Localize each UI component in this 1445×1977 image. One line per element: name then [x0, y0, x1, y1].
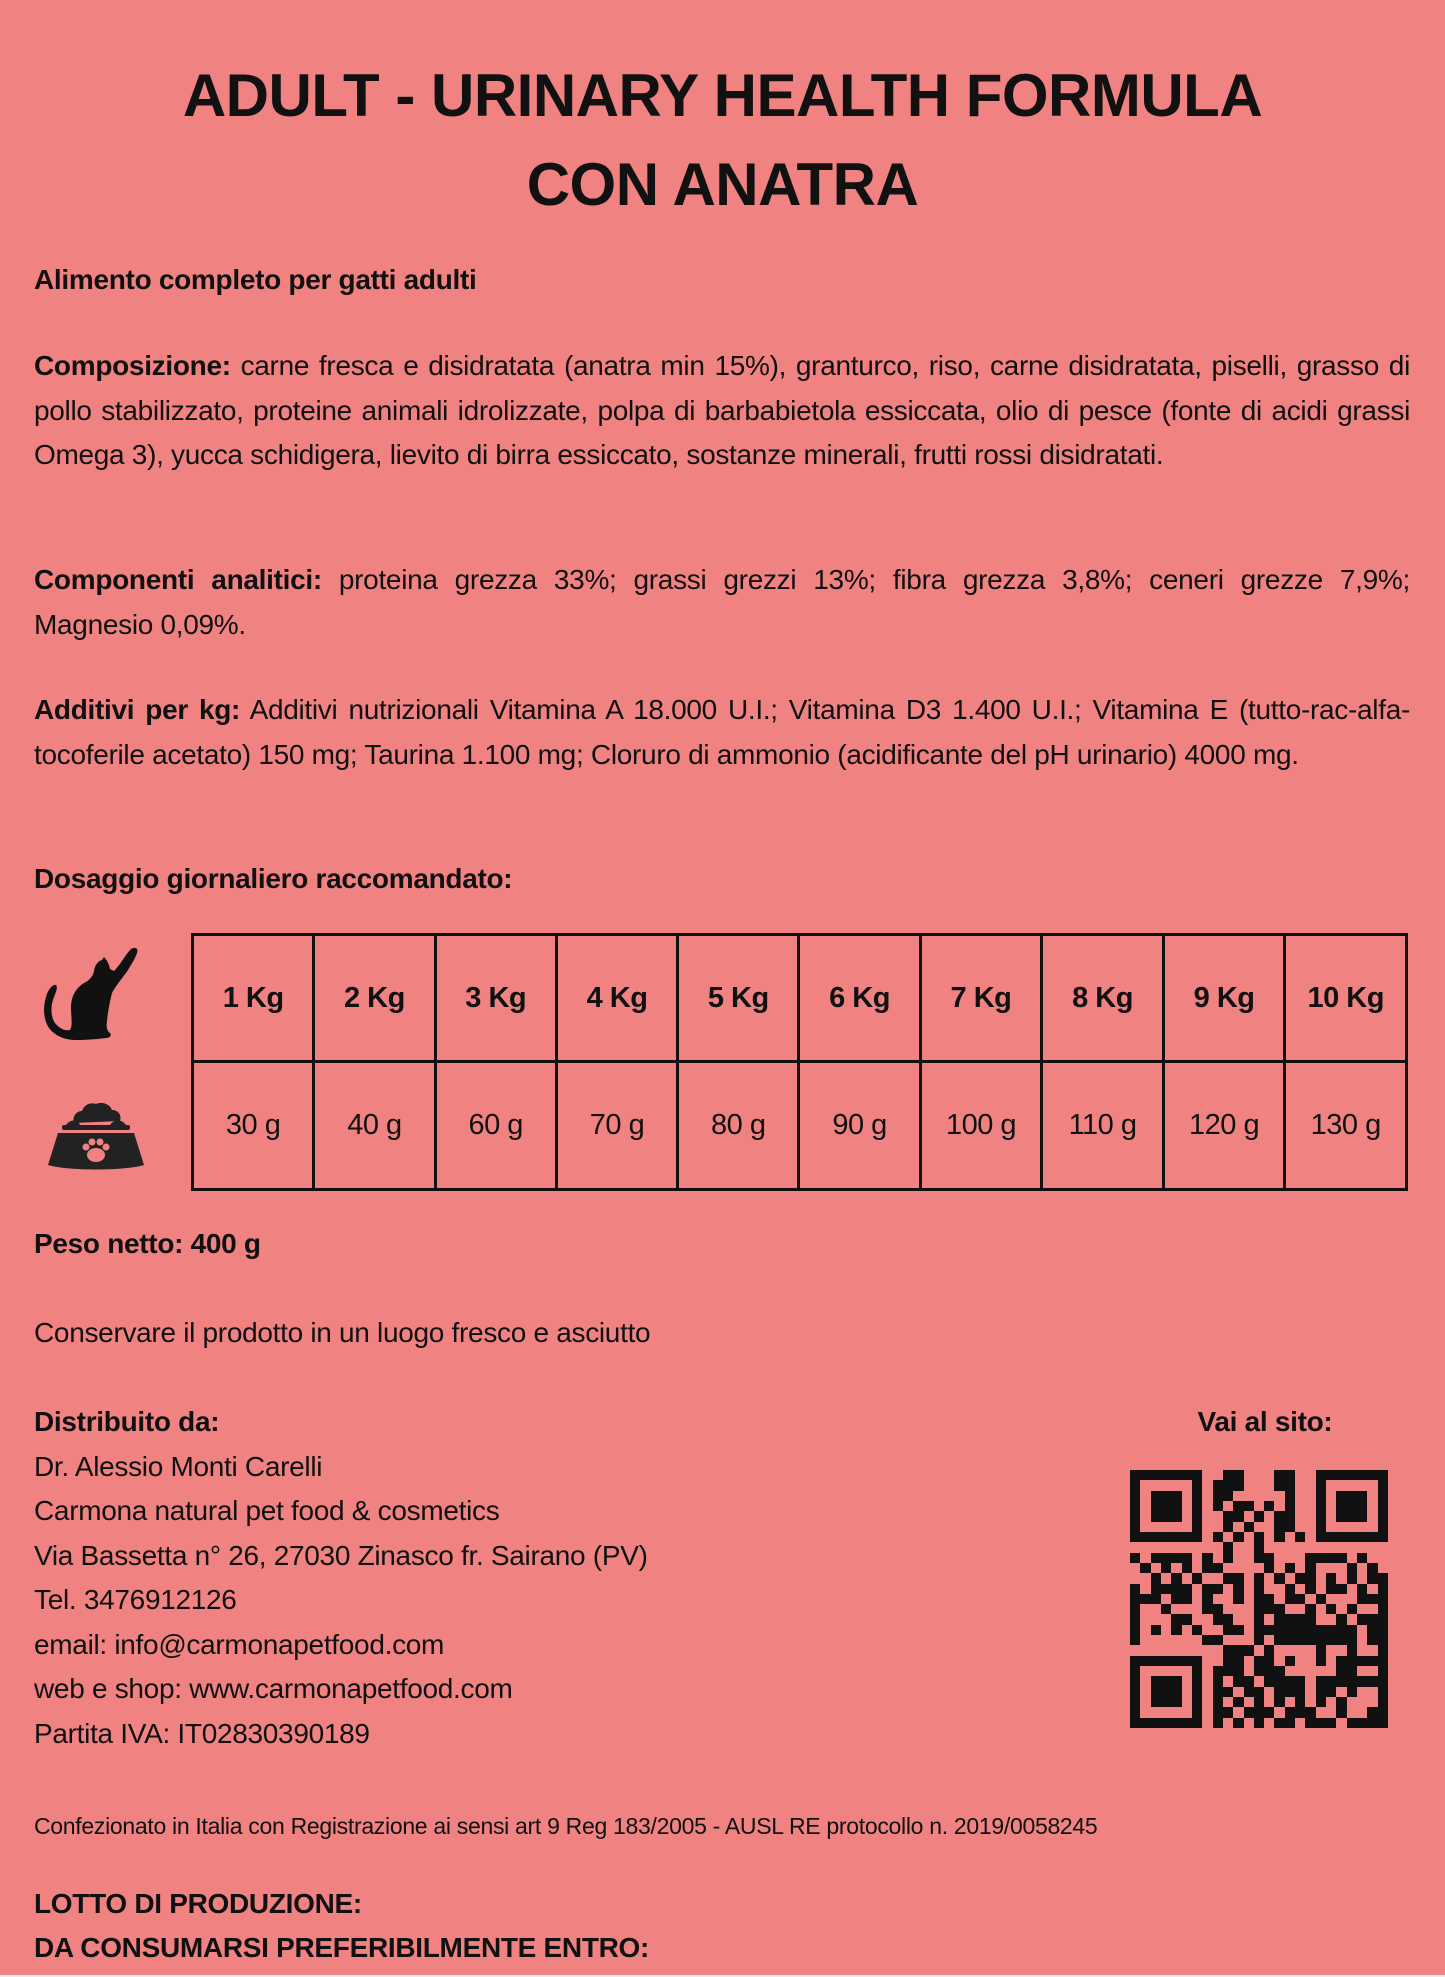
storage-instructions: Conservare il prodotto in un luogo fresco e asciutto: [34, 1317, 651, 1348]
product-title-line-1: ADULT - URINARY HEALTH FORMULA: [182, 62, 1263, 129]
grams-cell: 120 g: [1163, 1062, 1285, 1190]
grams-cell: 110 g: [1042, 1062, 1164, 1190]
production-lot-label: LOTTO DI PRODUZIONE:: [34, 1888, 362, 1919]
grams-cell: 130 g: [1285, 1062, 1407, 1190]
weight-cell: 1 Kg: [193, 935, 314, 1062]
website-label: Vai al sito:: [1197, 1406, 1333, 1437]
dosage-table: [191, 933, 1408, 1191]
cat-icon: [40, 945, 155, 1045]
dosage-heading: Dosaggio giornaliero raccomandato:: [34, 863, 513, 894]
grams-cell: 40 g: [314, 1062, 435, 1190]
weight-cell: 8 Kg: [1042, 935, 1164, 1062]
analytical-text: proteina grezza 33%; grassi grezzi 13%; fibra grezza 3,8%; ceneri grezze 7,9%; Magnesio 0,09%.: [34, 564, 1410, 640]
composition-text: carne fresca e disidratata (anatra min 15%), granturco, riso, carne disidratata, piselli, grasso di pollo stabilizzato, proteine animali idrolizzate, polpa di barbabietola essiccata, olio di pesce (fonte di acidi grassi Omega 3), yucca schidigera, lievito di birra essiccato, sostanze minerali, frutti rossi disidratati.: [34, 350, 1410, 470]
grams-cell: 100 g: [920, 1062, 1042, 1190]
grams-cell: 60 g: [435, 1062, 556, 1190]
food-bowl-icon: [44, 1095, 148, 1173]
additives-text: Additivi nutrizionali Vitamina A 18.000 U.I.; Vitamina D3 1.400 U.I.; Vitamina E (tutto-rac-alfa-tocoferile acetato) 150 mg; Taurina 1.100 mg; Cloruro di ammonio (acidificante del pH urinario) 4000 mg.: [34, 694, 1411, 770]
lot-block: [34, 1882, 1410, 1970]
weight-cell: 6 Kg: [799, 935, 920, 1062]
distributor-name: Dr. Alessio Monti Carelli: [34, 1450, 323, 1482]
product-title-line-2: CON ANATRA: [526, 151, 919, 218]
distributor-company: Carmona natural pet food & cosmetics: [34, 1495, 500, 1526]
distributor-website: web e shop: www.carmonapetfood.com: [34, 1673, 513, 1704]
cat-weight-row: [193, 935, 1407, 1062]
grams-cell: 80 g: [678, 1062, 799, 1190]
distributor-vat: Partita IVA: IT02830390189: [34, 1717, 370, 1749]
weight-cell: 9 Kg: [1163, 935, 1285, 1062]
weight-cell: 10 Kg: [1285, 935, 1407, 1062]
weight-cell: 2 Kg: [314, 935, 435, 1062]
weight-cell: 5 Kg: [678, 935, 799, 1062]
additives-paragraph: [34, 688, 1410, 777]
composition-paragraph: [34, 344, 1410, 478]
analytical-components-paragraph: [34, 558, 1410, 647]
qr-code-icon[interactable]: [1130, 1470, 1388, 1728]
best-before-label: DA CONSUMARSI PREFERIBILMENTE ENTRO:: [34, 1932, 650, 1963]
daily-grams-row: [193, 1062, 1407, 1190]
registration-note: Confezionato in Italia con Registrazione ai sensi art 9 Reg 183/2005 - AUSL RE protocollo n. 2019/0058245: [34, 1813, 1098, 1839]
weight-cell: 3 Kg: [435, 935, 556, 1062]
distributor-phone: Tel. 3476912126: [34, 1584, 237, 1615]
net-weight: Peso netto: 400 g: [34, 1228, 261, 1259]
grams-cell: 30 g: [193, 1062, 314, 1190]
additives-label: Additivi per kg:: [34, 694, 241, 725]
grams-cell: 70 g: [556, 1062, 677, 1190]
weight-cell: 7 Kg: [920, 935, 1042, 1062]
distributor-address: Via Bassetta n° 26, 27030 Zinasco fr. Sairano (PV): [34, 1539, 648, 1571]
weight-cell: 4 Kg: [556, 935, 677, 1062]
distributor-email: email: info@carmonapetfood.com: [34, 1628, 445, 1660]
composition-label: Composizione:: [34, 350, 231, 381]
analytical-label: Componenti analitici:: [34, 564, 322, 595]
product-subtitle: Alimento completo per gatti adulti: [34, 264, 477, 295]
distributor-label: Distribuito da:: [34, 1406, 220, 1437]
grams-cell: 90 g: [799, 1062, 920, 1190]
